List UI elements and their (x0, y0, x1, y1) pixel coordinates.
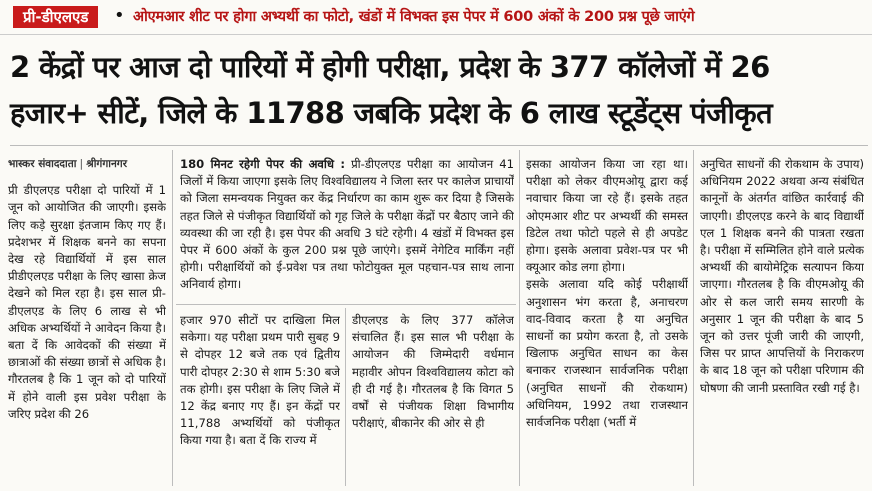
article-column-3: डीएलएड के लिए 377 कॉलेज संचालित हैं। इस साल भी परीक्षा के आयोजन की जिम्मेदारी वर्धमान महावीर ओपन विश्वविद्यालय कोटा को ही दी गई है। गौरतलब है कि विगत 5 वर्षों से पंजीयक शिक्षा विभागीय परीक्षाएं, बीकानेर की ओर से ही (352, 313, 514, 431)
headline-line-1: 2 केंद्रों पर आज दो पारियों में होगी परीक्षा, प्रदेश के 377 कॉलेजों में 26 (10, 50, 770, 84)
subheadline: ओएमआर शीट पर होगा अभ्यर्थी का फोटो, खंडों में विभक्त इस पेपर में 600 अंकों के 200 प्रश्न पूछे जाएंगे (133, 9, 695, 25)
headline-line-2: हजार+ सीटें, जिले के 11788 जबकि प्रदेश के 6 लाख स्टूडेंट्स पंजीकृत (10, 96, 773, 130)
column-4-text: इसके अलावा यदि कोई परीक्षार्थी अनुशासन भंग करता है, अनाचरण वाद-विवाद करता है या अनुचित साधनों का प्रयोग करता है, तो उसके खिलाफ अनुचित साधन का केस बनाकर राजस्थान सार्वजनिक परीक्षा (अनुचित साधनों की रोकथाम) अधिनियम, 1992 तथा राजस्थान सार्वजनिक परीक्षा (भर्ती में (526, 277, 688, 430)
article-column-5: अनुचित साधनों की रोकथाम के उपाय) अधिनियम 2022 अथवा अन्य संबंधित कानूनों के अंतर्गत वांछित कार्रवाई की जाएगी। डीएलएड करने के बाद विद्यार्थी एल 1 शिक्षक बनने की पात्रता रखता है। परीक्षा में सम्मिलित होने वाले प्रत्येक अभ्यर्थी की बायोमेट्रिक सत्यापन किया जाएगा। गौरतलब है कि वीएमओयू की ओर से कल जारी समय सारणी के अनुसार 1 जून की परीक्षा के बाद 5 जून को उत्तर पूंजी जारी की जाएगी, जिस पर प्राप्त आपत्तियों के निराकरण के बाद 18 जून को परीक्षा परिणाम की घोषणा की जानी प्रस्तावित रखी गई है। (700, 157, 864, 395)
byline-agency: भास्कर संवाददाता (8, 158, 77, 170)
column-divider (172, 150, 173, 486)
byline: भास्कर संवाददाता | श्रीगंगानगर (8, 158, 128, 170)
box-divider (176, 304, 516, 305)
subheadline-strip (0, 0, 872, 35)
column-divider (693, 150, 694, 486)
column-divider (519, 150, 520, 486)
headline-divider (10, 145, 868, 146)
byline-place: श्रीगंगानगर (86, 158, 128, 170)
headline (10, 44, 866, 136)
exam-duration-box (180, 156, 514, 298)
article-column-4 (526, 156, 688, 486)
article-column-1 (8, 156, 166, 486)
section-tag: प्री-डीएलएड (13, 6, 98, 28)
column-4-top-text: इसका आयोजन किया जा रहा था। परीक्षा को लेकर वीएमओयू द्वारा कई नवाचार किया जा रहे हैं। इसके तहत ओएमआर शीट पर अभ्यर्थी की समस्त डिटेल तथा फोटो पहले से ही अपडेट होगा। इसके अलावा प्रवेश-पत्र पर भी क्यूआर कोड लगा होगा। (526, 157, 688, 275)
column-1-text: प्री डीएलएड परीक्षा दो पारियों में 1 जून को आयोजित की जाएगी। इसके लिए कड़े सुरक्षा इंतजाम किए गए हैं। प्रदेशभर में शिक्षक बनने का सपना देख रहे विद्यार्थियों में इस साल प्रीडीएलएड परीक्षा के लिए खासा क्रेज देखने को मिल रहा है। इस साल प्री-डीएलएड के लिए 6 लाख से भी अधिक अभ्यर्थियों ने आवेदन किया है। बता दें कि आवेदकों की संख्या में छात्राओं की संख्या छात्रों से अधिक है। गौरतलब है कि 1 जून को दो पारियों में होने वाली इस प्रवेश परीक्षा के जरिए प्रदेश की 26 (8, 183, 166, 421)
exam-duration-text: प्री-डीएलएड परीक्षा का आयोजन 41 जिलों में किया जाएगा इसके लिए विश्वविद्यालय ने जिला स्तर पर कालेज प्राचार्यों को जिला समन्वयक नियुक्त कर केंद्र निर्धारण का काम शुरू कर दिया है जिसके तहत जिले से पंजीकृत विद्यार्थियों को गृह जिले के परीक्षा केंद्रों पर बैठाए जाने की व्यवस्था की जा रही है। इस पेपर की अवधि 3 घंटे रहेगी। 4 खंडों में विभक्त इस पेपर में 600 अंकों के कुल 200 प्रश्न पूछे जाएंगे। इसमें नेगेटिव मार्किंग नहीं होगी। परीक्षार्थियों को ई-प्रवेश पत्र तथा फोटोयुक्त मूल पहचान-पत्र साथ लाना अनिवार्य होगा। (180, 157, 514, 292)
column-divider (345, 308, 346, 486)
bullet-icon: • (114, 5, 125, 26)
exam-duration-heading: 180 मिनट रहेगी पेपर की अवधि : (180, 157, 346, 171)
article-column-2: हजार 970 सीटों पर दाखिला मिल सकेगा। यह परीक्षा प्रथम पारी सुबह 9 से दोपहर 12 बजे तक एवं द्वितीय पारी दोपहर 2:30 से शाम 5:30 बजे तक होगी। इस परीक्षा के लिए जिले में 12 केंद्र बनाए गए हैं। इन केंद्रों पर 11,788 अभ्यर्थियों को पंजीकृत किया गया है। बता दें कि राज्य में (180, 313, 340, 448)
